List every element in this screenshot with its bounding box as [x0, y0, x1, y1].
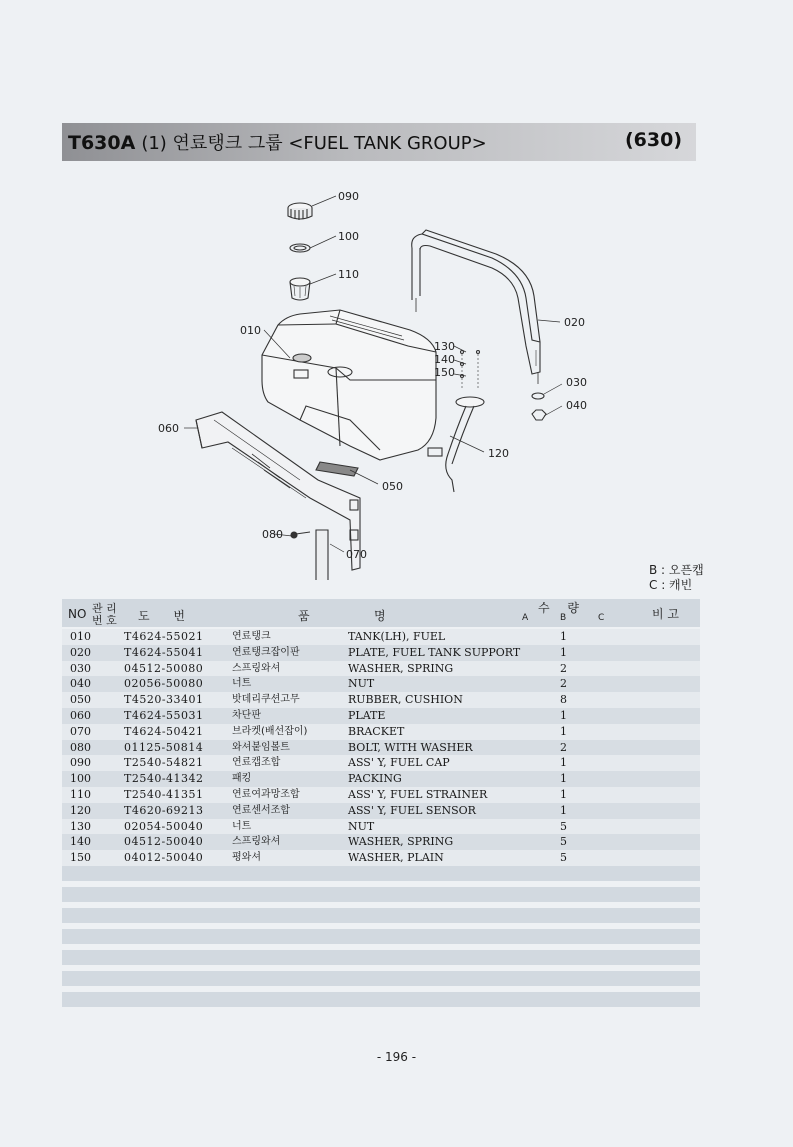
- empty-row: [62, 971, 700, 986]
- spring-washer-drawing: [532, 393, 544, 399]
- header-name-b: 명: [374, 609, 386, 623]
- table-row: [62, 724, 700, 740]
- row-quantity: 5: [560, 851, 567, 865]
- parts-table-header: [62, 599, 700, 627]
- header-qty: 수 량: [538, 601, 579, 615]
- callout-100: 100: [338, 230, 359, 243]
- table-row: [62, 676, 700, 692]
- row-korean-name: 차단판: [232, 709, 261, 721]
- callout-010: 010: [240, 324, 261, 337]
- page-title: [68, 129, 487, 155]
- row-korean-name: 연료여과망조합: [232, 788, 300, 800]
- table-row: [62, 755, 700, 771]
- row-no: 040: [70, 677, 91, 691]
- row-korean-name: 연료탱크: [232, 631, 271, 642]
- row-korean-name: 평와셔: [232, 852, 261, 864]
- empty-table-rows: [62, 866, 700, 1013]
- table-row: [62, 629, 700, 645]
- group-title: (1) 연료탱크 그룹 <FUEL TANK GROUP>: [141, 133, 487, 154]
- callout-040: 040: [566, 399, 587, 412]
- row-no: 020: [70, 645, 91, 659]
- callout-050: 050: [382, 480, 403, 493]
- row-no: 030: [70, 661, 91, 675]
- table-row: [62, 850, 700, 866]
- row-quantity: 1: [560, 724, 567, 738]
- row-no: 050: [70, 693, 91, 707]
- row-english-name: RUBBER, CUSHION: [348, 693, 463, 707]
- row-korean-name: 너트: [232, 820, 252, 832]
- row-no: 140: [70, 835, 91, 849]
- row-korean-name: 너트: [232, 678, 252, 690]
- row-part-number: T2540-54821: [124, 756, 204, 770]
- callout-070: 070: [346, 548, 367, 561]
- row-korean-name: 브라켓(배선잡이): [232, 725, 308, 737]
- header-qty-a: A: [522, 613, 529, 623]
- header-drawing-no: 도 번: [138, 609, 185, 623]
- row-quantity: 1: [560, 772, 567, 786]
- row-korean-name: 와셔붙임볼트: [232, 741, 290, 753]
- header-mgmt-top: 관 리: [92, 602, 117, 615]
- row-no: 110: [70, 787, 91, 801]
- row-quantity: 5: [560, 835, 567, 849]
- row-no: 080: [70, 740, 91, 754]
- legend: [649, 563, 704, 593]
- row-english-name: NUT: [348, 819, 375, 833]
- row-part-number: T4520-33401: [124, 693, 204, 707]
- table-row: [62, 803, 700, 819]
- callout-130: 130: [434, 340, 455, 353]
- empty-row: [62, 908, 700, 923]
- row-quantity: 1: [560, 803, 567, 817]
- callout-140: 140: [434, 353, 455, 366]
- row-part-number: 02054-50040: [124, 819, 204, 833]
- header-no: NO: [68, 607, 87, 621]
- row-part-number: 02056-50080: [124, 677, 204, 691]
- callout-090: 090: [338, 190, 359, 203]
- header-remarks: 비 고: [652, 607, 679, 621]
- row-english-name: PACKING: [348, 772, 402, 786]
- exploded-parts-diagram: [140, 180, 610, 580]
- row-english-name: ASS' Y, FUEL CAP: [348, 756, 450, 770]
- row-english-name: BOLT, WITH WASHER: [348, 740, 473, 754]
- row-no: 070: [70, 724, 91, 738]
- table-row: [62, 771, 700, 787]
- row-no: 120: [70, 803, 91, 817]
- title-bar: [62, 123, 696, 161]
- row-part-number: 04512-50080: [124, 661, 204, 675]
- row-english-name: PLATE, FUEL TANK SUPPORT: [348, 645, 521, 659]
- row-quantity: 2: [560, 661, 567, 675]
- row-quantity: 5: [560, 819, 567, 833]
- header-qty-b: B: [560, 613, 567, 623]
- row-no: 130: [70, 819, 91, 833]
- table-row: [62, 819, 700, 835]
- callout-120: 120: [488, 447, 509, 460]
- empty-row: [62, 992, 700, 1007]
- empty-row: [62, 887, 700, 902]
- row-no: 150: [70, 851, 91, 865]
- row-part-number: T4624-55021: [124, 630, 204, 643]
- row-english-name: NUT: [348, 677, 375, 691]
- row-english-name: WASHER, SPRING: [348, 835, 454, 849]
- callout-030: 030: [566, 376, 587, 389]
- row-part-number: 04012-50040: [124, 851, 204, 865]
- parts-table-body: [62, 629, 700, 866]
- fuel-tank-drawing: [262, 310, 436, 460]
- nut-drawing: [532, 410, 546, 420]
- row-part-number: 01125-50814: [124, 740, 204, 754]
- row-quantity: 1: [560, 645, 567, 659]
- empty-row: [62, 866, 700, 881]
- rubber-cushion-drawing: [316, 462, 358, 476]
- row-english-name: BRACKET: [348, 724, 405, 738]
- table-row: [62, 661, 700, 677]
- row-korean-name: 연료탱크잡이판: [232, 646, 300, 658]
- row-quantity: 2: [560, 740, 567, 754]
- row-part-number: T4624-55031: [124, 708, 204, 722]
- empty-row: [62, 950, 700, 965]
- wiring-bracket-drawing: [316, 530, 328, 580]
- bolt-drawing: [296, 532, 310, 534]
- row-english-name: TANK(LH), FUEL: [348, 630, 446, 643]
- row-english-name: WASHER, PLAIN: [348, 851, 444, 865]
- legend-b: B : 오픈캡: [649, 563, 704, 577]
- row-quantity: 8: [560, 693, 567, 707]
- row-no: 060: [70, 708, 91, 722]
- header-name-a: 품: [298, 609, 310, 623]
- row-part-number: T4624-55041: [124, 645, 204, 659]
- legend-c: C : 캐빈: [649, 578, 693, 592]
- row-korean-name: 밧데리쿠션고무: [232, 694, 300, 706]
- row-english-name: WASHER, SPRING: [348, 661, 454, 675]
- row-english-name: ASS' Y, FUEL SENSOR: [348, 803, 476, 817]
- callout-060: 060: [158, 422, 179, 435]
- row-quantity: 1: [560, 708, 567, 722]
- header-qty-c: C: [598, 613, 605, 623]
- row-korean-name: 스프링와셔: [232, 662, 281, 674]
- page-number: - 196 -: [376, 1050, 417, 1064]
- packing-drawing: [290, 244, 310, 252]
- strainer-drawing: [290, 278, 310, 300]
- row-quantity: 2: [560, 677, 567, 691]
- row-korean-name: 스프링와셔: [232, 836, 281, 848]
- row-quantity: 1: [560, 630, 567, 643]
- callout-020: 020: [564, 316, 585, 329]
- table-row: [62, 708, 700, 724]
- row-english-name: ASS' Y, FUEL STRAINER: [348, 787, 488, 801]
- table-row: [62, 645, 700, 661]
- callout-150: 150: [434, 366, 455, 379]
- table-row: [62, 787, 700, 803]
- row-no: 090: [70, 756, 91, 770]
- callout-110: 110: [338, 268, 359, 281]
- row-no: 010: [70, 630, 91, 643]
- row-quantity: 1: [560, 787, 567, 801]
- table-row: [62, 692, 700, 708]
- row-quantity: 1: [560, 756, 567, 770]
- table-row: [62, 740, 700, 756]
- group-code: (630): [624, 129, 682, 151]
- row-part-number: T4624-50421: [124, 724, 204, 738]
- table-row: [62, 834, 700, 850]
- row-part-number: T4620-69213: [124, 803, 204, 817]
- row-no: 100: [70, 772, 91, 786]
- fuel-cap-drawing: [288, 203, 312, 220]
- row-korean-name: 연료센서조합: [232, 804, 290, 816]
- row-part-number: T2540-41342: [124, 772, 204, 786]
- empty-row: [62, 929, 700, 944]
- row-part-number: T2540-41351: [124, 787, 204, 801]
- model-code: T630A: [68, 132, 136, 154]
- row-korean-name: 연료캡조합: [232, 757, 281, 769]
- row-english-name: PLATE: [348, 708, 386, 722]
- header-mgmt-bottom: 번 호: [92, 614, 117, 627]
- callout-080: 080: [262, 528, 283, 541]
- row-part-number: 04512-50040: [124, 835, 204, 849]
- row-korean-name: 패킹: [232, 773, 252, 785]
